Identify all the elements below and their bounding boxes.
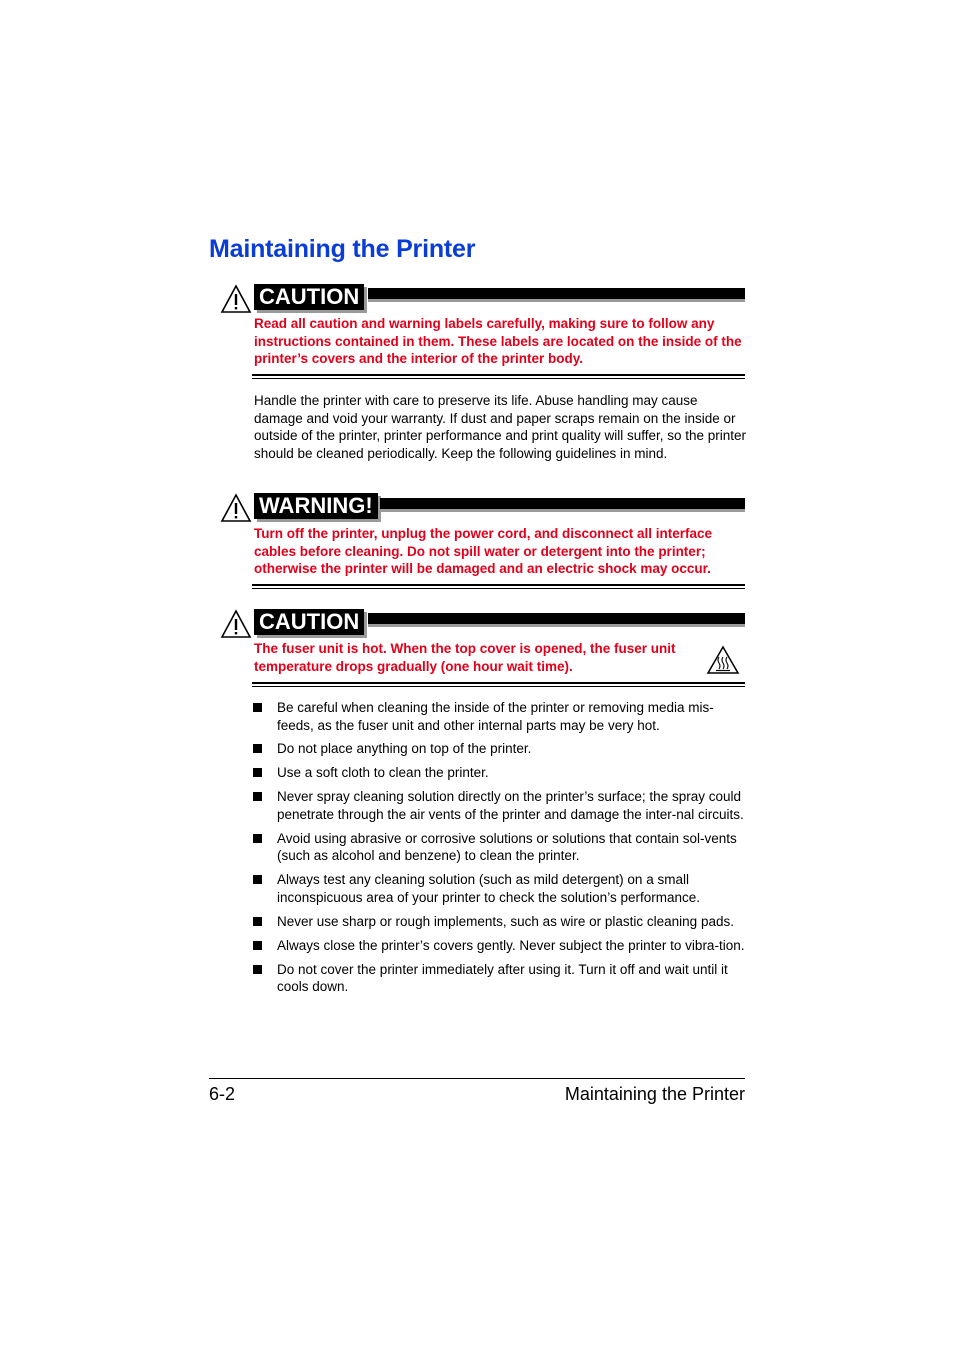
- bullet-square-icon: [253, 917, 262, 926]
- caution-header-bar: [368, 613, 745, 624]
- bullet-square-icon: [253, 875, 262, 884]
- page-number: 6-2: [209, 1084, 236, 1104]
- footer-divider: [209, 1078, 745, 1079]
- bullet-square-icon: [253, 703, 262, 712]
- intro-paragraph: Handle the printer with care to preserve its life. Abuse handling may cause damage and void your warranty. If dust and paper scraps remain on the inside or outside of the printer, printer performance and print quality will suffer, so the printer should be cleaned periodically. Keep the following guidelines in mind.: [254, 393, 747, 461]
- bullet-square-icon: [253, 792, 262, 801]
- list-item: Never spray cleaning solution directly on the printer’s surface; the spray could penetrate through the air vents of the printer and damage the inter-nal circuits.: [250, 788, 746, 823]
- list-item: Avoid using abrasive or corrosive solutions or solutions that contain sol-vents (such as alcohol and benzene) to clean the printer.: [250, 830, 746, 865]
- warning-text: Turn off the printer, unplug the power cord, and disconnect all interface cables before cleaning. Do not spill water or detergent into the printer; otherwise the printer will be damaged and an electric shock may occur.: [254, 526, 713, 577]
- caution-header-bar: [368, 288, 745, 299]
- caution-label: CAUTION: [254, 284, 364, 310]
- caution-text: The fuser unit is hot. When the top cover is opened, the fuser unit temperature drops gradually (one hour wait time).: [254, 641, 676, 674]
- warning-triangle-icon: [220, 493, 252, 523]
- warning-header-bar: [380, 498, 745, 509]
- list-item: Be careful when cleaning the inside of the printer or removing media mis-feeds, as the fuser unit and other internal parts may be very hot.: [250, 699, 746, 734]
- list-item: Do not place anything on top of the printer.: [250, 740, 746, 758]
- list-item: Use a soft cloth to clean the printer.: [250, 764, 746, 782]
- warning-label: WARNING!: [254, 493, 378, 519]
- warning-triangle-icon: [220, 609, 252, 639]
- warning-notice: [220, 493, 745, 591]
- footer-section-title: Maintaining the Printer: [564, 1084, 745, 1104]
- caution-notice-2: [220, 609, 745, 689]
- warning-triangle-icon: [220, 284, 252, 314]
- bullet-square-icon: [253, 768, 262, 777]
- bullet-square-icon: [253, 941, 262, 950]
- notice-divider: [252, 682, 745, 687]
- notice-divider: [252, 374, 745, 379]
- bullet-square-icon: [253, 834, 262, 843]
- caution-notice-1: [220, 284, 745, 380]
- bullet-square-icon: [253, 965, 262, 974]
- list-item: Never use sharp or rough implements, such as wire or plastic cleaning pads.: [250, 913, 746, 931]
- caution-label: CAUTION: [254, 609, 364, 635]
- cleaning-guidelines-list: [250, 699, 746, 1002]
- page-title: Maintaining the Printer: [209, 235, 476, 263]
- hot-surface-icon: [706, 645, 740, 675]
- bullet-square-icon: [253, 744, 262, 753]
- notice-divider: [252, 584, 745, 589]
- caution-text: Read all caution and warning labels carefully, making sure to follow any instructions contained in them. These labels are located on the inside of the printer’s covers and the interior of the printer body.: [254, 316, 742, 367]
- list-item: Do not cover the printer immediately after using it. Turn it off and wait until it cools down.: [250, 961, 746, 996]
- list-item: Always test any cleaning solution (such as mild detergent) on a small inconspicuous area of your printer to check the solution’s performance.: [250, 871, 746, 906]
- list-item: Always close the printer’s covers gently. Never subject the printer to vibra-tion.: [250, 937, 746, 955]
